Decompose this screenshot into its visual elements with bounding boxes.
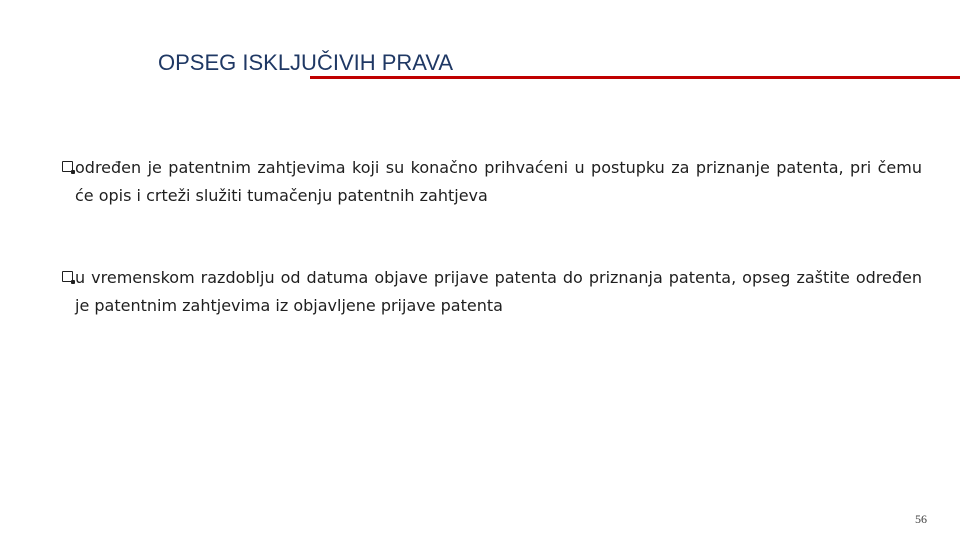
title-underline bbox=[310, 76, 960, 79]
bullet-text: u vremenskom razdoblju od datuma objave prijave patenta do priznanja patenta, opseg zaštite određen je patentnim zahtjevima iz objavljene prijave patenta bbox=[75, 268, 922, 315]
checkbox-bullet-icon bbox=[62, 271, 73, 282]
page-number: 56 bbox=[915, 512, 927, 526]
bullet-text: određen je patentnim zahtjevima koji su konačno prihvaćeni u postupku za priznanje patenta, pri čemu će opis i crteži služiti tumačenju patentnih zahtjeva bbox=[75, 158, 922, 205]
checkbox-bullet-icon bbox=[62, 161, 73, 172]
bullet-list bbox=[62, 154, 922, 320]
bullet-item bbox=[62, 264, 922, 320]
bullet-item bbox=[62, 154, 922, 210]
slide-title: OPSEG ISKLJUČIVIH PRAVA bbox=[158, 50, 454, 75]
